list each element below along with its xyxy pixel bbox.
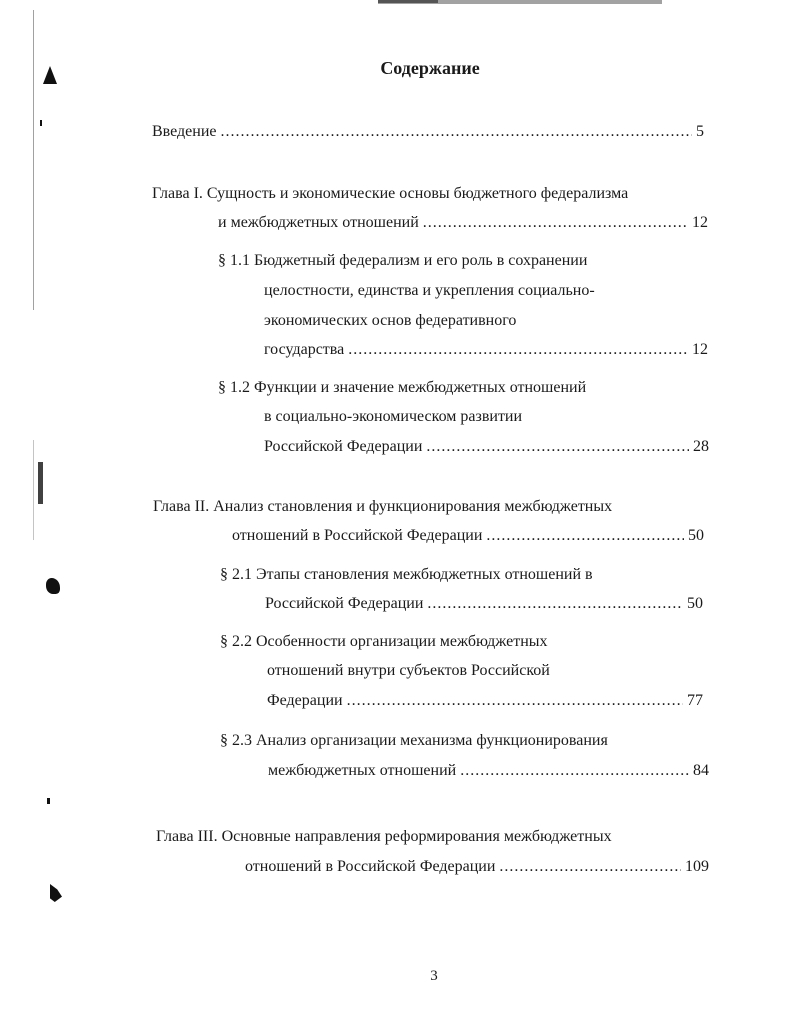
toc-section-1-1-line (264, 310, 516, 332)
toc-entry-text: государства (264, 341, 345, 358)
toc-entry-text: § 1.2 Функции и значение межбюджетных отношений (218, 379, 587, 396)
scan-mark (50, 884, 62, 902)
toc-entry-text: Глава III. Основные направления реформирования межбюджетных (156, 828, 612, 845)
toc-section-1-1-line (264, 280, 595, 302)
toc-entry-text: межбюджетных отношений (268, 762, 457, 779)
leader-dots (499, 856, 681, 878)
toc-section-2-2-line (267, 690, 703, 712)
toc-chapter-2-line (232, 525, 704, 547)
leader-dots (221, 121, 693, 143)
toc-entry-text: Введение (152, 123, 217, 140)
scan-binding-edge-lower (33, 440, 34, 540)
toc-entry-text: отношений в Российской Федерации (232, 527, 483, 544)
leader-dots (427, 593, 683, 615)
toc-entry-text: § 2.2 Особенности организации межбюджетных (220, 633, 548, 650)
toc-entry-intro (152, 121, 704, 143)
toc-entry-text: Глава I. Сущность и экономические основы бюджетного федерализма (152, 185, 629, 202)
toc-title: Содержание (380, 58, 480, 78)
scan-artifact-top-dark (378, 0, 438, 3)
toc-entry-text: Российской Федерации (265, 595, 424, 612)
page-number: 3 (430, 968, 438, 984)
toc-entry-text: § 2.3 Анализ организации механизма функционирования (220, 732, 608, 749)
toc-page-number: 50 (688, 527, 704, 544)
toc-entry-text: экономических основ федеративного (264, 312, 517, 329)
toc-page-number: 12 (692, 341, 708, 358)
toc-section-2-2-heading (220, 631, 548, 653)
toc-section-2-1-heading (220, 564, 593, 586)
toc-entry-text: Российской Федерации (264, 438, 423, 455)
leader-dots (426, 436, 689, 458)
toc-entry-text: в социально-экономическом развитии (264, 408, 523, 425)
toc-page-number: 77 (687, 692, 703, 709)
toc-page-number: 5 (696, 123, 704, 140)
leader-dots (348, 339, 688, 361)
toc-page-number: 12 (692, 214, 708, 231)
leader-dots (460, 760, 689, 782)
toc-entry-text: отношений внутри субъектов Российской (267, 662, 550, 679)
leader-dots (347, 690, 683, 712)
toc-section-1-2-heading (218, 377, 586, 399)
scan-mark (38, 462, 43, 504)
toc-entry-text: Федерации (267, 692, 343, 709)
toc-entry-text: целостности, единства и укрепления социально- (264, 282, 595, 299)
toc-section-1-2-line (264, 406, 522, 428)
leader-dots (423, 212, 688, 234)
toc-entry-text: § 1.1 Бюджетный федерализм и его роль в сохранении (218, 252, 588, 269)
toc-page-number: 109 (685, 858, 709, 875)
scan-binding-edge (33, 10, 34, 310)
toc-page-number: 84 (693, 762, 709, 779)
toc-entry-text: и межбюджетных отношений (218, 214, 419, 231)
scan-mark (47, 798, 50, 804)
toc-section-2-1-line (265, 593, 703, 615)
toc-chapter-3-heading (156, 826, 612, 848)
toc-chapter-1-heading (152, 183, 628, 205)
scan-mark (40, 120, 42, 126)
toc-chapter-2-heading (153, 496, 612, 518)
toc-section-2-2-line (267, 660, 550, 682)
toc-entry-text: Глава II. Анализ становления и функционирования межбюджетных (153, 498, 613, 515)
toc-section-1-1-heading (218, 250, 587, 272)
leader-dots (486, 525, 684, 547)
toc-chapter-1-line (218, 212, 708, 234)
toc-section-2-3-line (268, 760, 709, 782)
toc-section-2-3-heading (220, 730, 608, 752)
toc-entry-text: отношений в Российской Федерации (245, 858, 496, 875)
toc-page-number: 50 (687, 595, 703, 612)
toc-section-1-2-line (264, 436, 709, 458)
toc-chapter-3-line (245, 856, 709, 878)
toc-page-number: 28 (693, 438, 709, 455)
toc-entry-text: § 2.1 Этапы становления межбюджетных отношений в (220, 566, 593, 583)
toc-section-1-1-line (264, 339, 708, 361)
scan-mark (46, 578, 60, 594)
